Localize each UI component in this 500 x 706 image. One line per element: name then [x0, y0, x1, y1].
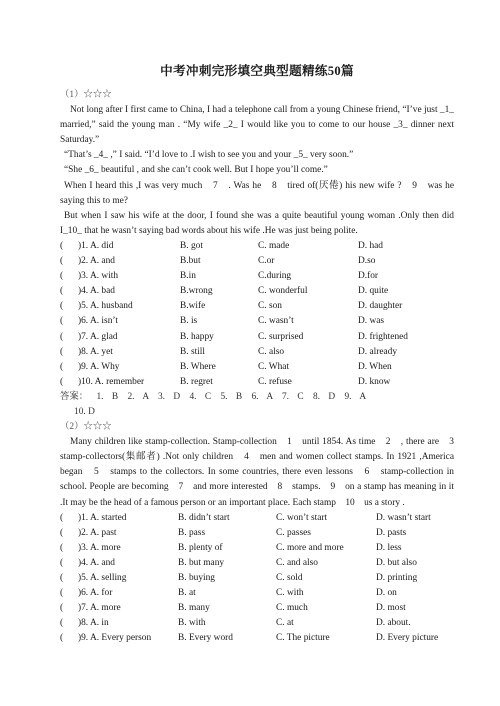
passage-paragraph: Not long after I first came to China, I had a telephone call from a young Chinese friend, “I’ve just _1_ married,” said the young man . “My wife _2_ I would like you to come to our house _3_ dinner next Saturday.” — [60, 105, 454, 146]
question-row: ( )1. A. started B. didn’t start C. won’t start D. wasn’t start — [60, 512, 431, 523]
question-row: ( )9. A. Every person B. Every word C. The picture D. Every picture — [60, 633, 439, 644]
passage-paragraph: “She _6_ beautiful , and she can’t cook well. But I hope you’ll come.” — [64, 165, 328, 176]
passage-paragraph: “That’s _4_ ,” I said. “I’d love to .I wish to see you and your _5_ very soon.” — [64, 150, 354, 161]
section-1 — [60, 88, 454, 420]
question-options-list — [60, 239, 454, 390]
question-row: ( )8. A. yet B. still C. also D. already — [60, 346, 398, 357]
question-row: ( )6. A. for B. at C. with D. on — [60, 588, 397, 599]
question-row: ( )10. A. remember B. regret C. refuse D. know — [60, 376, 391, 387]
question-row: ( )3. A. more B. plenty of C. more and more D. less — [60, 542, 402, 553]
question-row: ( )7. A. glad B. happy C. surprised D. frightened — [60, 331, 408, 342]
passage-paragraph: But when I saw his wife at the door, I found she was a quite beautiful young woman .Only then did I_10_ that he wasn’t saying bad words about his wife .He was just being polite. — [60, 210, 454, 236]
document-title: 中考冲刺完形填空典型题精练50篇 — [160, 64, 354, 78]
question-row: ( )6. A. isn’t B. is C. wasn’t D. was — [60, 316, 385, 327]
question-row: ( )4. A. bad B.wrong C. wonderful D. quite — [60, 286, 389, 297]
passage-paragraph: Many children like stamp-collection. Stamp-collection 1 until 1854. As time 2 , there are 3 stamp-collectors(集邮者) .Not only children 4 men and women collect stamps. In 1921 ,America began 5 stamps to the collectors. In some countries, there even lessons 6 stamp-collection in school. People are becoming 7 and more interested 8 stamps. 9 on a stamp has meaning in it .It may be the head of a famous person or an important place. Each stamp 10 us a story . — [60, 437, 464, 508]
question-row: ( )7. A. more B. many C. much D. most — [60, 603, 406, 614]
section-heading: （1）☆☆☆ — [60, 90, 112, 100]
passage-paragraph: When I heard this ,I was very much 7 . Was he 8 tired of(厌倦) his new wife ? 9 was he saying this to me? — [60, 180, 454, 206]
question-row: ( )4. A. and B. but many C. and also D. but also — [60, 557, 417, 568]
question-row: ( )2. A. past B. pass C. passes D. pasts — [60, 527, 407, 538]
answer-key-continued: 10. D — [74, 406, 95, 417]
answer-key: 答案： 1. B 2. A 3. D 4. C 5. B 6. A 7. C 8. D 9. A — [60, 391, 367, 402]
question-row: ( )3. A. with B.in C.during D.for — [60, 271, 379, 282]
question-row: ( )2. A. and B.but C.or D.so — [60, 256, 376, 267]
question-row: ( )9. A. Why B. Where C. What D. When — [60, 361, 392, 372]
question-row: ( )8. A. in B. with C. at D. about. — [60, 618, 411, 629]
section-heading: （2）☆☆☆ — [60, 422, 112, 433]
question-row: ( )5. A. husband B.wife C. son D. daughter — [60, 301, 403, 312]
question-row: ( )5. A. selling B. buying C. sold D. printing — [60, 573, 418, 583]
section-2 — [60, 420, 464, 646]
question-options-list — [60, 511, 454, 647]
question-row: ( )1. A. did B. got C. made D. had — [60, 240, 383, 251]
